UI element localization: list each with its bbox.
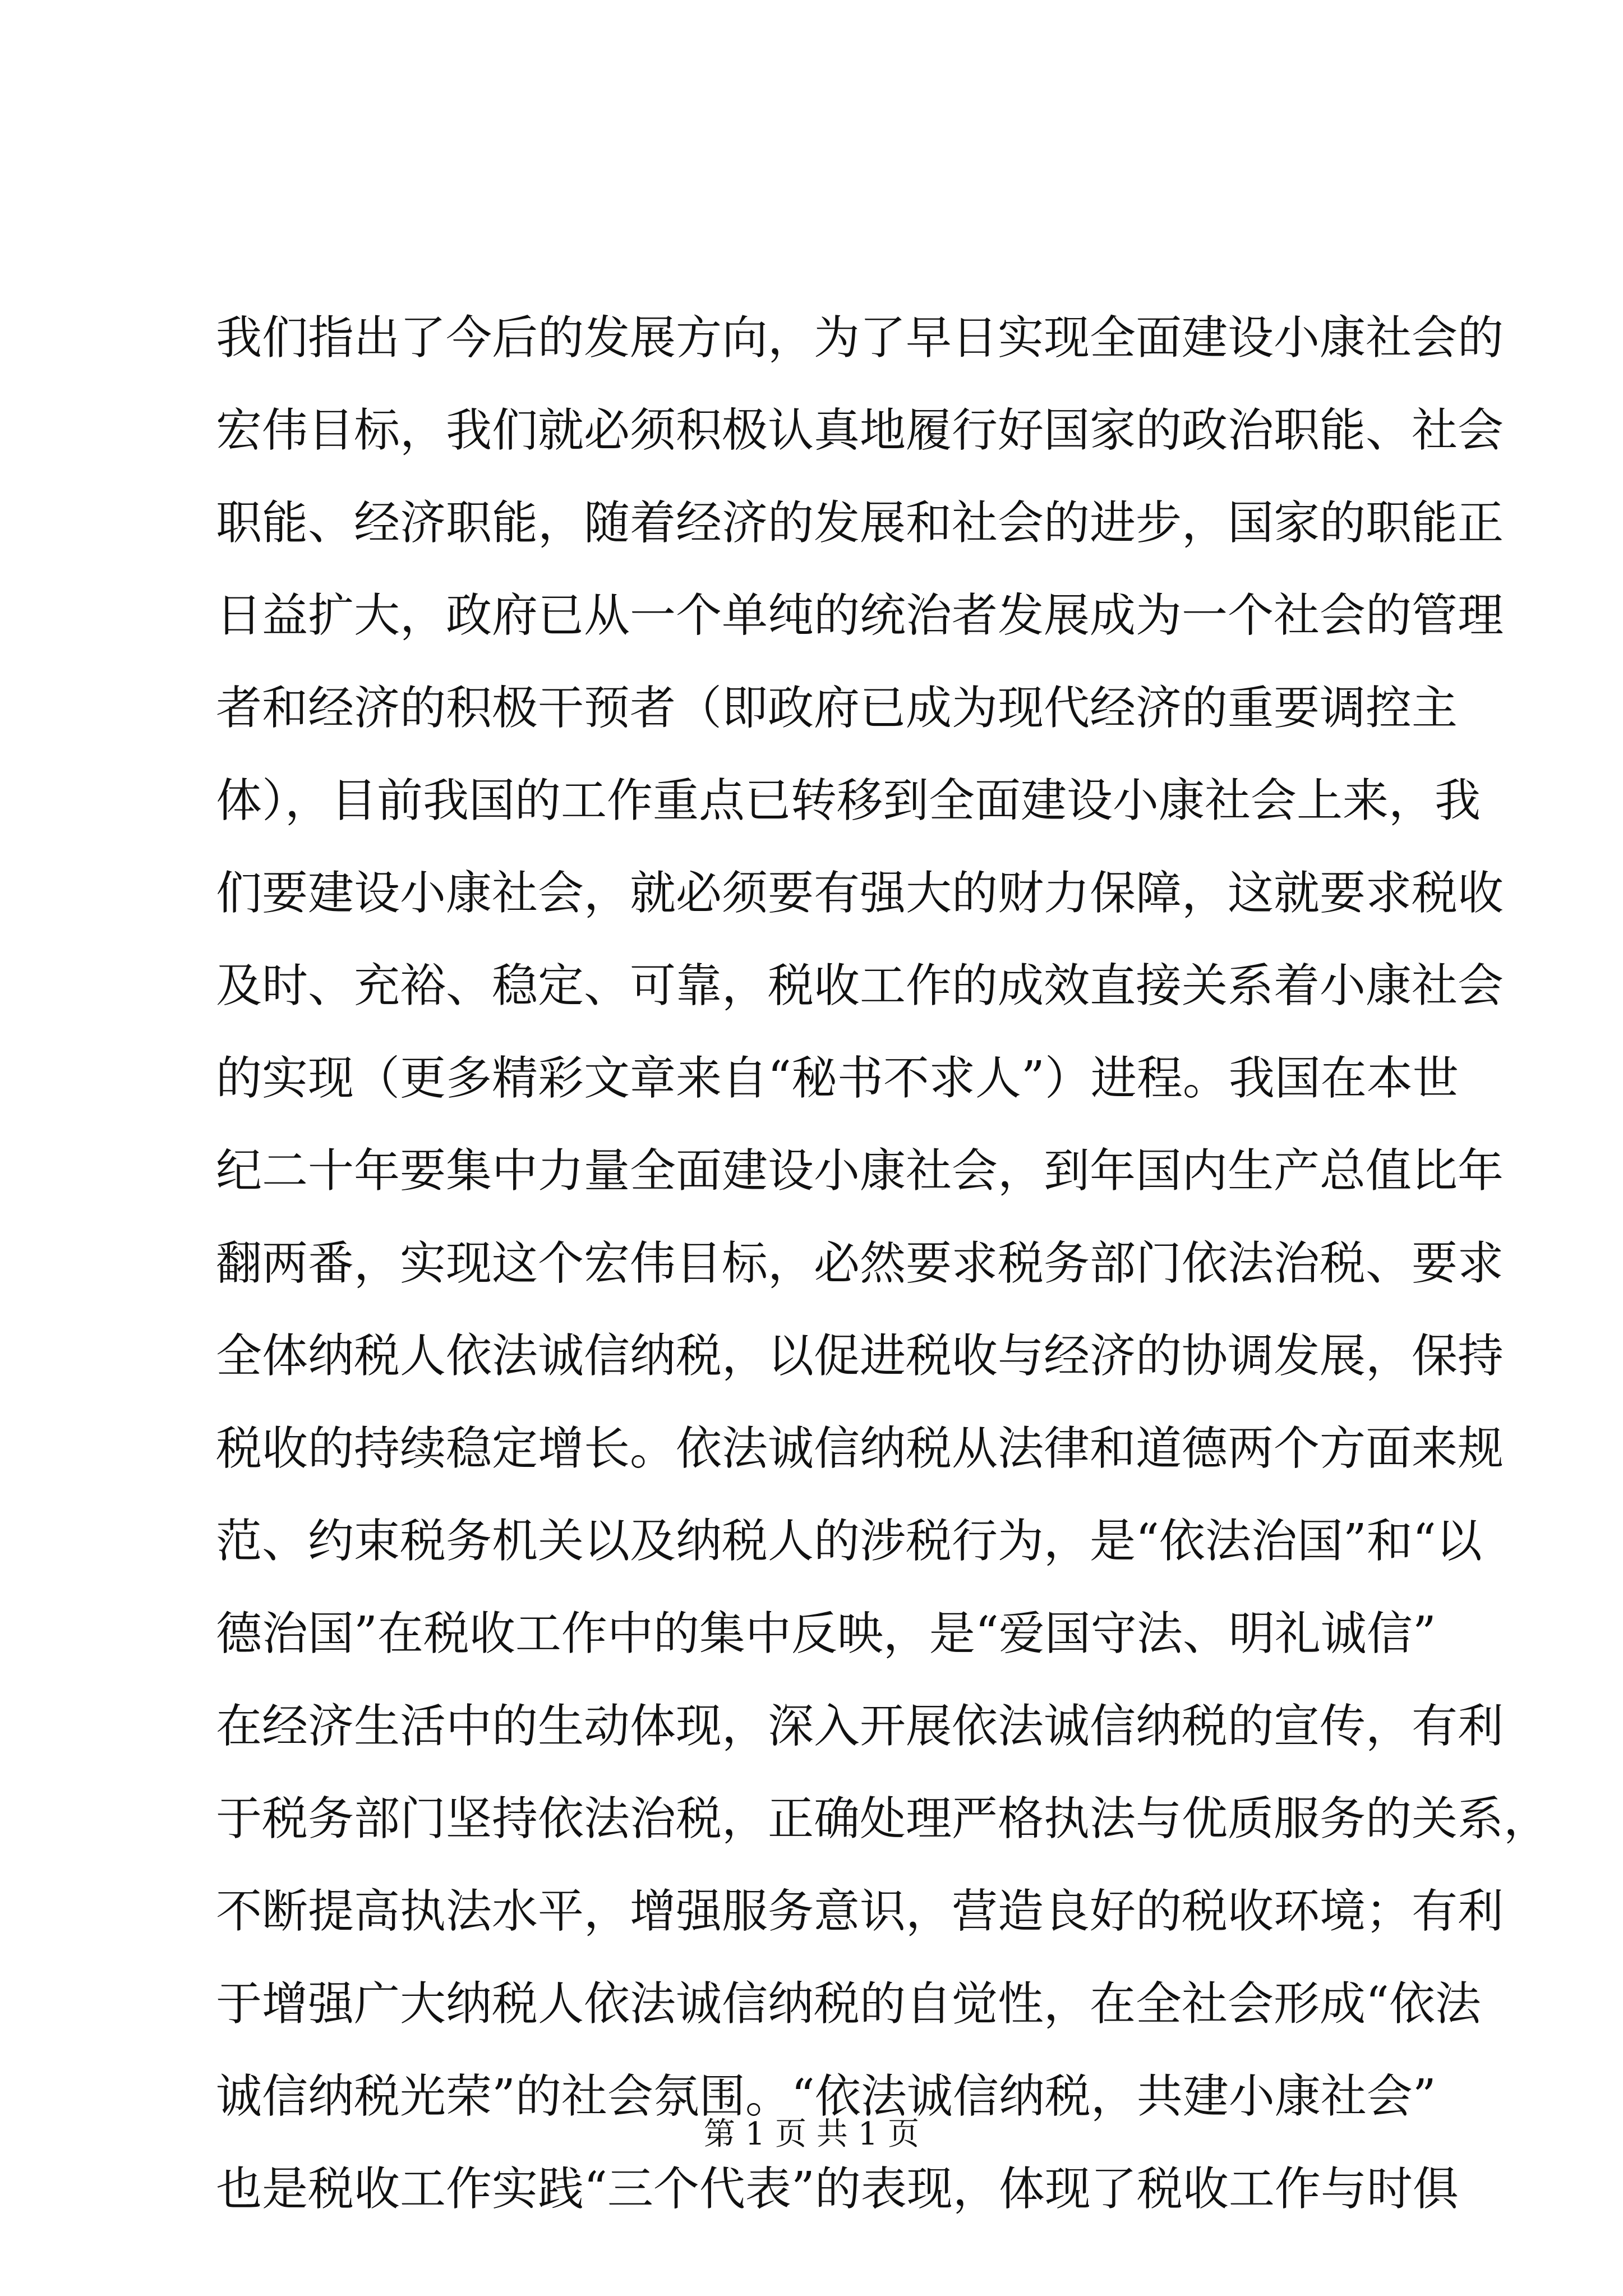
text-line: 及时、充裕、稳定、可靠，税收工作的成效直接关系着小康社会 bbox=[216, 959, 1504, 1013]
text-line: 日益扩大，政府已从一个单纯的统治者发展成为一个社会的管理 bbox=[216, 589, 1504, 642]
text-line: 纪二十年要集中力量全面建设小康社会，到年国内生产总值比年 bbox=[216, 1144, 1504, 1198]
text-line: 者和经济的积极干预者（即政府已成为现代经济的重要调控主 bbox=[216, 682, 1458, 735]
text-line: 全体纳税人依法诚信纳税，以促进税收与经济的协调发展，保持 bbox=[216, 1329, 1504, 1383]
text-line: 翻两番，实现这个宏伟目标，必然要求税务部门依法治税、要求 bbox=[216, 1237, 1504, 1290]
text-line: 税收的持续稳定增长。依法诚信纳税从法律和道德两个方面来规 bbox=[216, 1422, 1504, 1475]
text-line: 我们指出了今后的发展方向，为了早日实现全面建设小康社会的 bbox=[216, 311, 1504, 365]
text-line: 体），目前我国的工作重点已转移到全面建设小康社会上来，我 bbox=[216, 774, 1481, 827]
text-line: 不断提高执法水平，增强服务意识，营造良好的税收环境；有利 bbox=[216, 1885, 1504, 1938]
text-line: 们要建设小康社会，就必须要有强大的财力保障，这就要求税收 bbox=[216, 867, 1504, 920]
text-line: 于税务部门坚持依法治税，正确处理严格执法与优质服务的关系， bbox=[216, 1792, 1550, 1846]
text-line: 诚信纳税光荣”的社会氛围。“依法诚信纳税，共建小康社会” bbox=[216, 2070, 1436, 2123]
text-line: 在经济生活中的生动体现，深入开展依法诚信纳税的宣传，有利 bbox=[216, 1700, 1504, 1753]
text-line: 的实现（更多精彩文章来自“秘书不求人”）进程。我国在本世 bbox=[216, 1052, 1459, 1105]
page-footer: 第 1 页 共 1 页 bbox=[703, 2116, 920, 2152]
text-line: 也是税收工作实践“三个代表”的表现，体现了税收工作与时俱 bbox=[216, 2162, 1459, 2216]
text-line: 宏伟目标，我们就必须积极认真地履行好国家的政治职能、社会 bbox=[216, 404, 1504, 457]
body-paragraph bbox=[216, 292, 1550, 2235]
text-line: 德治国”在税收工作中的集中反映，是“爱国守法、明礼诚信” bbox=[216, 1607, 1436, 1660]
text-line: 于增强广大纳税人依法诚信纳税的自觉性，在全社会形成“依法 bbox=[216, 1977, 1481, 2031]
text-line: 范、约束税务机关以及纳税人的涉税行为，是“依法治国”和“以 bbox=[216, 1515, 1482, 1568]
text-line: 职能、经济职能，随着经济的发展和社会的进步，国家的职能正 bbox=[216, 496, 1504, 550]
